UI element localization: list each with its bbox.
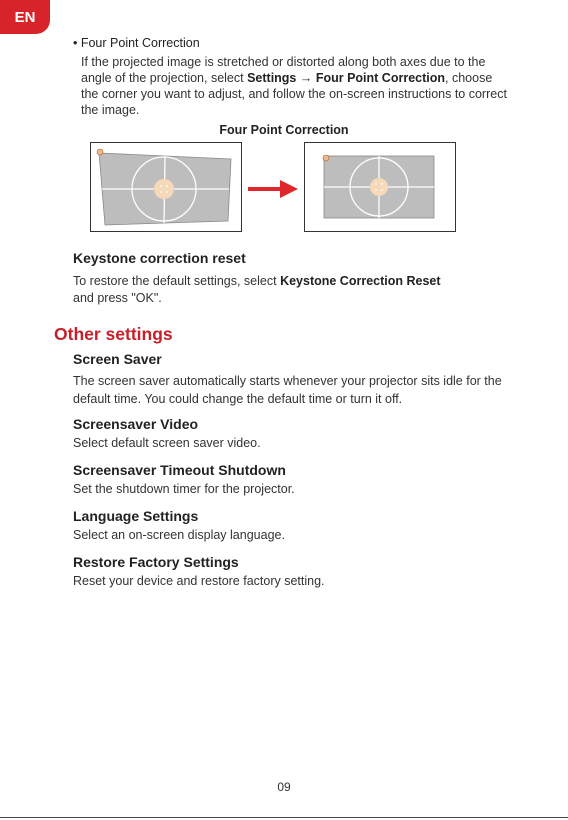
corner-marker-icon <box>97 149 103 155</box>
language-settings-heading: Language Settings <box>73 508 199 524</box>
center-dot <box>154 179 174 199</box>
keystone-heading: Keystone correction reset <box>73 250 246 266</box>
four-point-description <box>81 54 511 118</box>
restore-factory-heading: Restore Factory Settings <box>73 554 239 570</box>
corner-marker-icon <box>323 155 329 161</box>
screensaver-video-heading: Screensaver Video <box>73 416 199 432</box>
distorted-image-figure <box>90 142 242 232</box>
timeout-shutdown-heading: Screensaver Timeout Shutdown <box>73 462 286 478</box>
keystone-reset-label: Keystone Correction Reset <box>280 274 441 288</box>
arrow-right-icon <box>246 178 300 200</box>
section-title: Other settings <box>54 324 173 344</box>
settings-label: Settings <box>247 71 297 85</box>
language-settings-text: Select an on-screen display language. <box>73 528 285 542</box>
bottom-divider <box>0 817 568 818</box>
four-point-label: Four Point Correction <box>315 71 446 85</box>
screen-saver-text: The screen saver automatically starts whenever your projector sits idle for the default time. You could change the default time or turn it off. <box>73 374 502 406</box>
menu-arrow-glyph: → <box>296 71 316 85</box>
language-tab: EN <box>0 0 50 34</box>
figure-title: Four Point Correction <box>219 123 349 137</box>
page-number: 09 <box>277 780 291 794</box>
four-point-heading: • Four Point Correction <box>73 36 200 50</box>
keystone-text-b: and press "OK". <box>73 291 162 305</box>
corrected-image-figure <box>304 142 456 232</box>
four-point-text-a: If the projected image is stretched or distorted along both axes due to the angle of the projection, select <box>81 55 486 85</box>
timeout-shutdown-text: Set the shutdown timer for the projector. <box>73 482 295 496</box>
screensaver-video-text: Select default screen saver video. <box>73 436 261 450</box>
keystone-description <box>73 273 513 307</box>
keystone-text-a: To restore the default settings, select <box>73 274 281 288</box>
center-dot <box>370 178 388 196</box>
four-point-text-b: , choose the corner you want to adjust, and follow the on-screen instructions to correct the image. <box>81 71 507 117</box>
restore-factory-text: Reset your device and restore factory setting. <box>73 574 325 588</box>
screen-saver-heading: Screen Saver <box>73 351 162 367</box>
